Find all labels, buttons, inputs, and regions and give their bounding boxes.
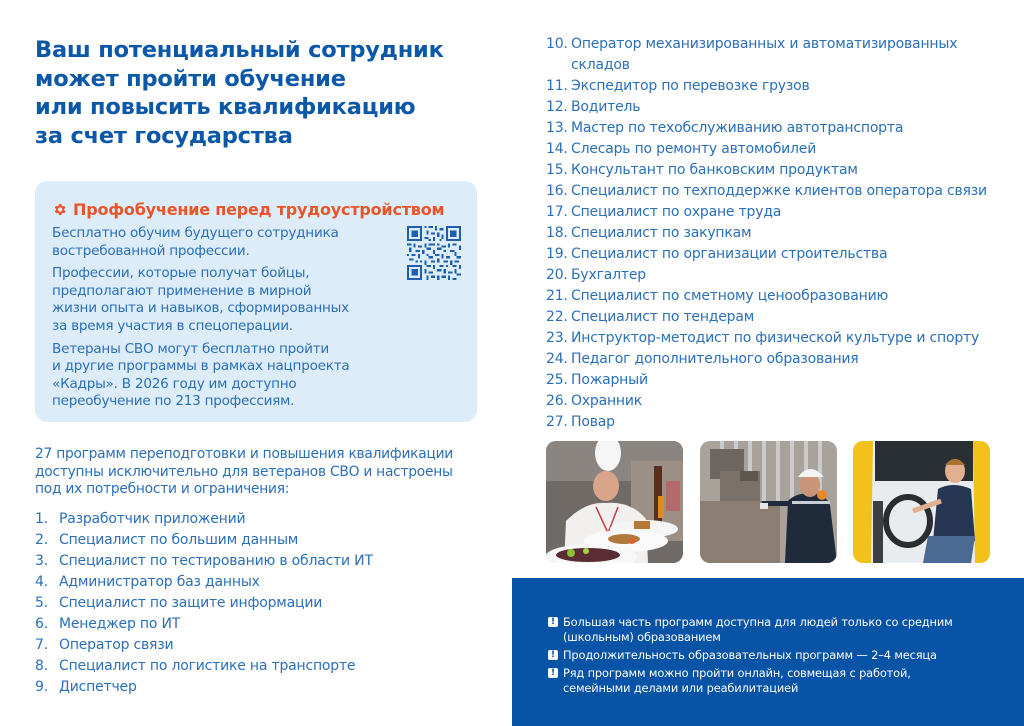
list-number: 24. [546, 351, 568, 367]
driver-photo [853, 441, 990, 563]
chef-photo [546, 441, 683, 563]
text-line: востребованной профессии. [52, 242, 250, 259]
page-title [35, 36, 495, 150]
list-item [35, 509, 373, 530]
list-item [546, 160, 987, 181]
list-text: Специалист по тендерам [571, 309, 755, 325]
card-body [52, 225, 402, 416]
programs-list-left [35, 509, 373, 698]
list-text: Разработчик приложений [59, 511, 246, 527]
list-text: Слесарь по ремонту автомобилей [571, 141, 817, 157]
text-line: семейными делами или реабилитацией [563, 681, 799, 695]
text-line: Бесплатно обучим будущего сотрудника [52, 225, 339, 241]
list-text: Специалист по охране труда [571, 204, 782, 220]
note-item [548, 615, 1008, 645]
text-line: переобучение по 213 профессиям. [52, 393, 295, 410]
list-text: Охранник [571, 393, 643, 409]
card-heading-text: Профобучение перед трудоустройством [73, 200, 445, 219]
exclamation-icon: ! [548, 668, 558, 678]
list-text: Специалист по организации строительства [571, 246, 888, 262]
list-number: 26. [546, 393, 568, 409]
note-text [563, 648, 937, 663]
text-line: доступны исключительно для ветеранов СВО и настроены [35, 463, 453, 480]
list-number: 6. [35, 616, 48, 632]
list-number: 4. [35, 574, 48, 590]
list-item [546, 391, 987, 412]
list-text: Менеджер по ИТ [59, 616, 181, 632]
text-line: складов [571, 57, 630, 73]
list-text: Диспетчер [59, 679, 137, 695]
list-item [546, 139, 987, 160]
text-line: за время участия в спецоперации. [52, 317, 293, 334]
list-item [35, 635, 373, 656]
list-number: 8. [35, 658, 48, 674]
list-item [546, 412, 987, 433]
list-number: 16. [546, 183, 568, 199]
text-line: 27 программ переподготовки и повышения квалификации [35, 446, 454, 462]
list-item [546, 202, 987, 223]
programs-list-right [546, 34, 987, 433]
list-item [546, 328, 987, 349]
list-number: 20. [546, 267, 568, 283]
title-line: может пройти обучение [35, 65, 346, 92]
list-item [35, 656, 373, 677]
title-line: за счет государства [35, 122, 293, 149]
list-number: 22. [546, 309, 568, 325]
exclamation-icon: ! [548, 617, 558, 627]
list-text: Пожарный [571, 372, 648, 388]
list-number: 12. [546, 99, 568, 115]
list-number: 21. [546, 288, 568, 304]
list-item [35, 593, 373, 614]
text-line: Продолжительность образовательных программ — 2–4 месяца [563, 648, 937, 662]
list-text: Бухгалтер [571, 267, 646, 283]
list-number: 7. [35, 637, 48, 653]
list-text: Консультант по банковским продуктам [571, 162, 858, 178]
qr-code-icon[interactable] [407, 226, 461, 280]
card-heading [52, 200, 444, 219]
text-line: предполагают применение в мирной [52, 282, 312, 299]
list-item [546, 181, 987, 202]
list-item [35, 677, 373, 698]
text-line: Профессии, которые получат бойцы, [52, 265, 310, 282]
list-item [546, 307, 987, 328]
text-line: и другие программы в рамках нацпроекта [52, 358, 350, 375]
list-item [546, 76, 987, 97]
pretraining-card [35, 181, 477, 422]
list-text: Специалист по тестированию в области ИТ [59, 553, 373, 569]
list-text: Инструктор-методист по физической культуре и спорту [571, 330, 980, 346]
list-item [35, 530, 373, 551]
list-text: Специалист по сметному ценообразованию [571, 288, 889, 304]
text-line: жизни опыта и навыков, сформированных [52, 300, 349, 317]
exclamation-icon: ! [548, 650, 558, 660]
list-text: Экспедитор по перевозке грузов [571, 78, 810, 94]
list-text: Специалист по логистике на транспорте [59, 658, 356, 674]
key-facts-panel [512, 578, 1024, 726]
card-paragraph [52, 225, 402, 260]
list-item [35, 572, 373, 593]
list-item [35, 614, 373, 635]
list-number: 14. [546, 141, 568, 157]
note-item [548, 666, 1008, 696]
list-number: 9. [35, 679, 48, 695]
list-number: 11. [546, 78, 568, 94]
list-item [546, 286, 987, 307]
list-number: 13. [546, 120, 568, 136]
notes-list [548, 615, 1008, 699]
list-text: Оператор связи [59, 637, 174, 653]
list-item [546, 34, 987, 76]
list-text: Специалист по закупкам [571, 225, 752, 241]
list-number: 2. [35, 532, 48, 548]
note-text [563, 666, 911, 696]
list-text: Водитель [571, 99, 641, 115]
list-text: Специалист по большим данным [59, 532, 299, 548]
list-number: 18. [546, 225, 568, 241]
note-text [563, 615, 953, 645]
title-line: или повысить квалификацию [35, 94, 416, 120]
programs-intro [35, 446, 485, 499]
list-item [546, 349, 987, 370]
text-line: Ветераны СВО могут бесплатно пройти [52, 340, 329, 357]
list-item [546, 97, 987, 118]
machinist-photo [700, 441, 837, 563]
list-number: 17. [546, 204, 568, 220]
list-text: Повар [571, 414, 615, 430]
text-line: под их потребности и ограничения: [35, 481, 290, 498]
list-item [546, 370, 987, 391]
list-item [546, 223, 987, 244]
card-paragraph [52, 265, 402, 335]
list-number: 3. [35, 553, 48, 569]
list-text: Специалист по техподдержке клиентов оператора связи [571, 183, 987, 199]
photo-strip [546, 441, 990, 563]
list-number: 15. [546, 162, 568, 178]
list-item [546, 244, 987, 265]
list-text: Педагог дополнительного образования [571, 351, 859, 367]
list-text: Администратор баз данных [59, 574, 260, 590]
list-number: 23. [546, 330, 568, 346]
gear-icon [52, 202, 67, 217]
list-number: 25. [546, 372, 568, 388]
list-number: 5. [35, 595, 48, 611]
text-line: (школьным) образованием [563, 630, 721, 644]
list-text [571, 34, 957, 76]
list-number: 27. [546, 414, 568, 430]
list-item [35, 551, 373, 572]
list-number: 1. [35, 511, 48, 527]
title-line: Ваш потенциальный сотрудник [35, 37, 444, 63]
note-item [548, 648, 1008, 663]
text-line: Большая часть программ доступна для людей только со средним [563, 615, 953, 629]
list-text: Специалист по защите информации [59, 595, 323, 611]
list-number: 19. [546, 246, 568, 262]
list-text: Мастер по техобслуживанию автотранспорта [571, 120, 904, 136]
text-line: «Кадры». В 2026 году им доступно [52, 375, 297, 392]
text-line: Оператор механизированных и автоматизированных [571, 36, 958, 52]
list-number: 10. [546, 36, 568, 52]
list-item [546, 265, 987, 286]
text-line: Ряд программ можно пройти онлайн, совмещая с работой, [563, 666, 911, 680]
list-item [546, 118, 987, 139]
card-paragraph [52, 341, 402, 411]
